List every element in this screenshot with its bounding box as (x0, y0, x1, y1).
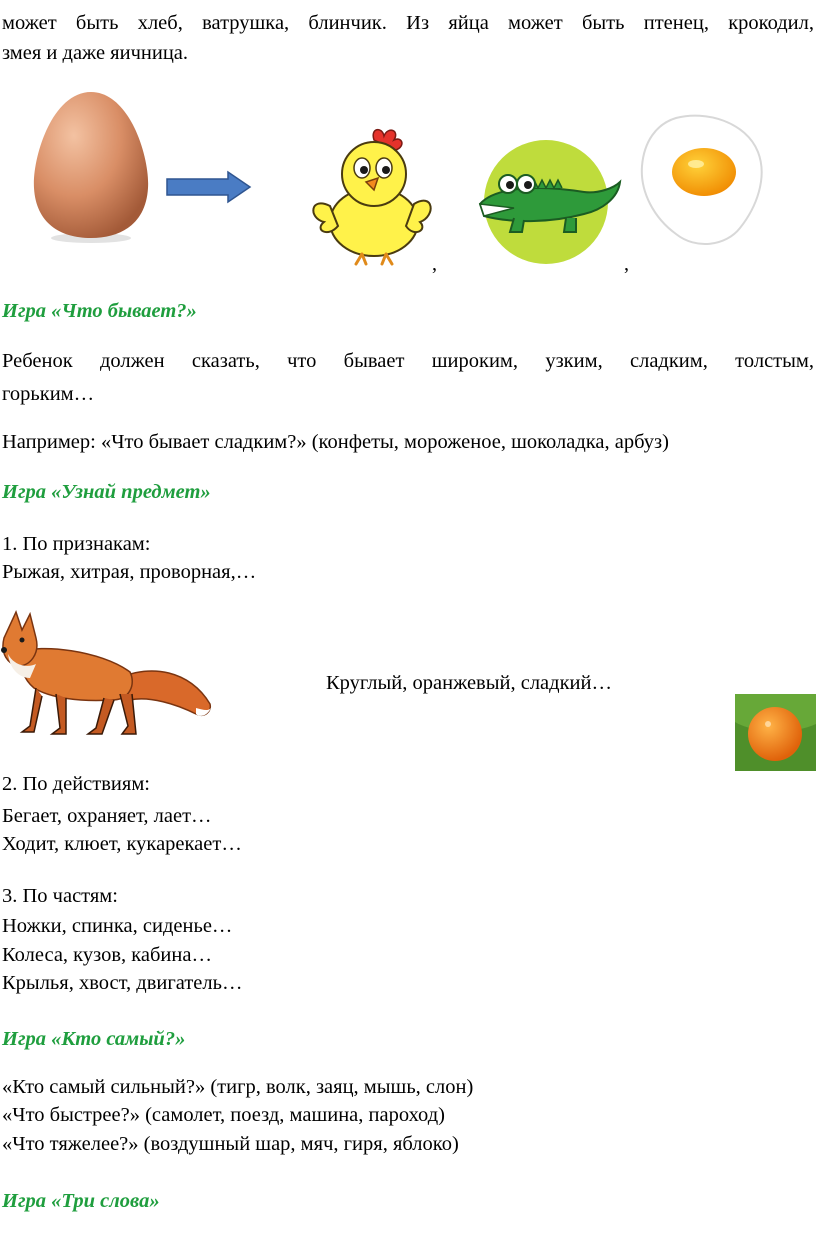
intro-line-2: змея и даже яичница. (2, 42, 189, 64)
orange-caption: Круглый, оранжевый, сладкий… (326, 672, 612, 694)
separator-comma-1: , (432, 253, 437, 275)
game-title-three-words: Игра «Три слова» (2, 1190, 160, 1212)
game1-example: Например: «Что бывает сладким?» (конфеты, мороженое, шоколадка, арбуз) (2, 431, 669, 453)
section-by-actions-line-2: Ходит, клюет, кукарекает… (2, 833, 242, 855)
section-by-features-heading: 1. По признакам: (2, 533, 151, 555)
intro-line-1: может быть хлеб, ватрушка, блинчик. Из яйца может быть птенец, крокодил, (2, 12, 814, 34)
game3-line-1: «Кто самый сильный?» (тигр, волк, заяц, мышь, слон) (2, 1076, 474, 1098)
fried-egg-image (636, 112, 766, 250)
egg-image (30, 88, 152, 244)
chick-image (304, 126, 434, 266)
section-by-parts-line-2: Колеса, кузов, кабина… (2, 944, 212, 966)
section-by-actions-line-1: Бегает, охраняет, лает… (2, 805, 212, 827)
section-by-parts-heading: 3. По частям: (2, 885, 118, 907)
separator-comma-2: , (624, 253, 629, 275)
game3-line-2: «Что быстрее?» (самолет, поезд, машина, пароход) (2, 1104, 445, 1126)
game-title-who-is-most: Игра «Кто самый?» (2, 1028, 186, 1050)
game1-paragraph-line-1: Ребенок должен сказать, что бывает широким, узким, сладким, толстым, (2, 350, 814, 372)
arrow-right-icon (166, 170, 252, 204)
game1-paragraph-line-2: горьким… (2, 383, 95, 405)
section-by-parts-line-3: Крылья, хвост, двигатель… (2, 972, 243, 994)
game3-line-3: «Что тяжелее?» (воздушный шар, мяч, гиря, яблоко) (2, 1133, 459, 1155)
game-title-guess-object: Игра «Узнай предмет» (2, 481, 211, 503)
game-title-what-happens: Игра «Что бывает?» (2, 300, 197, 322)
section-by-actions-heading: 2. По действиям: (2, 773, 150, 795)
section-by-features-line: Рыжая, хитрая, проворная,… (2, 561, 257, 583)
fox-image (0, 608, 214, 738)
orange-image (735, 694, 816, 771)
section-by-parts-line-1: Ножки, спинка, сиденье… (2, 915, 233, 937)
crocodile-image (474, 138, 624, 266)
